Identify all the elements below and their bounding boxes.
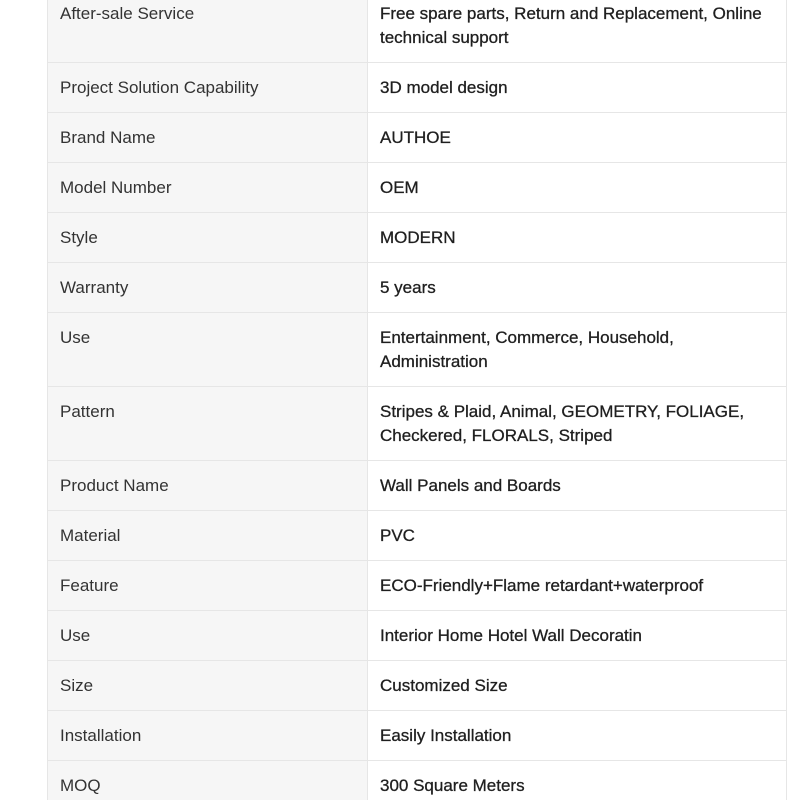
spec-label: Feature bbox=[48, 561, 368, 610]
spec-row bbox=[48, 387, 786, 461]
spec-value: 3D model design bbox=[368, 63, 786, 112]
spec-row bbox=[48, 113, 786, 163]
spec-value: MODERN bbox=[368, 213, 786, 262]
spec-label: Brand Name bbox=[48, 113, 368, 162]
spec-row bbox=[48, 461, 786, 511]
spec-row bbox=[48, 611, 786, 661]
spec-label: Use bbox=[48, 313, 368, 386]
spec-label: Project Solution Capability bbox=[48, 63, 368, 112]
spec-label: Installation bbox=[48, 711, 368, 760]
spec-value: AUTHOE bbox=[368, 113, 786, 162]
spec-value: PVC bbox=[368, 511, 786, 560]
spec-label: Size bbox=[48, 661, 368, 710]
spec-row bbox=[48, 511, 786, 561]
spec-label: Model Number bbox=[48, 163, 368, 212]
spec-value: 300 Square Meters bbox=[368, 761, 786, 800]
spec-row bbox=[48, 63, 786, 113]
spec-row bbox=[48, 313, 786, 387]
spec-row bbox=[48, 163, 786, 213]
spec-value: ECO-Friendly+Flame retardant+waterproof bbox=[368, 561, 786, 610]
spec-label: Product Name bbox=[48, 461, 368, 510]
spec-value: Entertainment, Commerce, Household, Administration bbox=[368, 313, 786, 386]
spec-value: Stripes & Plaid, Animal, GEOMETRY, FOLIAGE, Checkered, FLORALS, Striped bbox=[368, 387, 786, 460]
product-specs-table bbox=[47, 0, 787, 800]
spec-row bbox=[48, 213, 786, 263]
spec-value: Free spare parts, Return and Replacement, Online technical support bbox=[368, 0, 786, 62]
spec-row bbox=[48, 661, 786, 711]
spec-value: Interior Home Hotel Wall Decoratin bbox=[368, 611, 786, 660]
spec-value: 5 years bbox=[368, 263, 786, 312]
spec-label: Warranty bbox=[48, 263, 368, 312]
spec-label: Use bbox=[48, 611, 368, 660]
spec-row bbox=[48, 0, 786, 63]
spec-value: Easily Installation bbox=[368, 711, 786, 760]
spec-value: Wall Panels and Boards bbox=[368, 461, 786, 510]
spec-value: Customized Size bbox=[368, 661, 786, 710]
spec-label: Pattern bbox=[48, 387, 368, 460]
spec-label: Material bbox=[48, 511, 368, 560]
spec-row bbox=[48, 263, 786, 313]
spec-label: Style bbox=[48, 213, 368, 262]
spec-row bbox=[48, 761, 786, 800]
spec-row bbox=[48, 711, 786, 761]
spec-label: MOQ bbox=[48, 761, 368, 800]
spec-label: After-sale Service bbox=[48, 0, 368, 62]
spec-value: OEM bbox=[368, 163, 786, 212]
spec-row bbox=[48, 561, 786, 611]
